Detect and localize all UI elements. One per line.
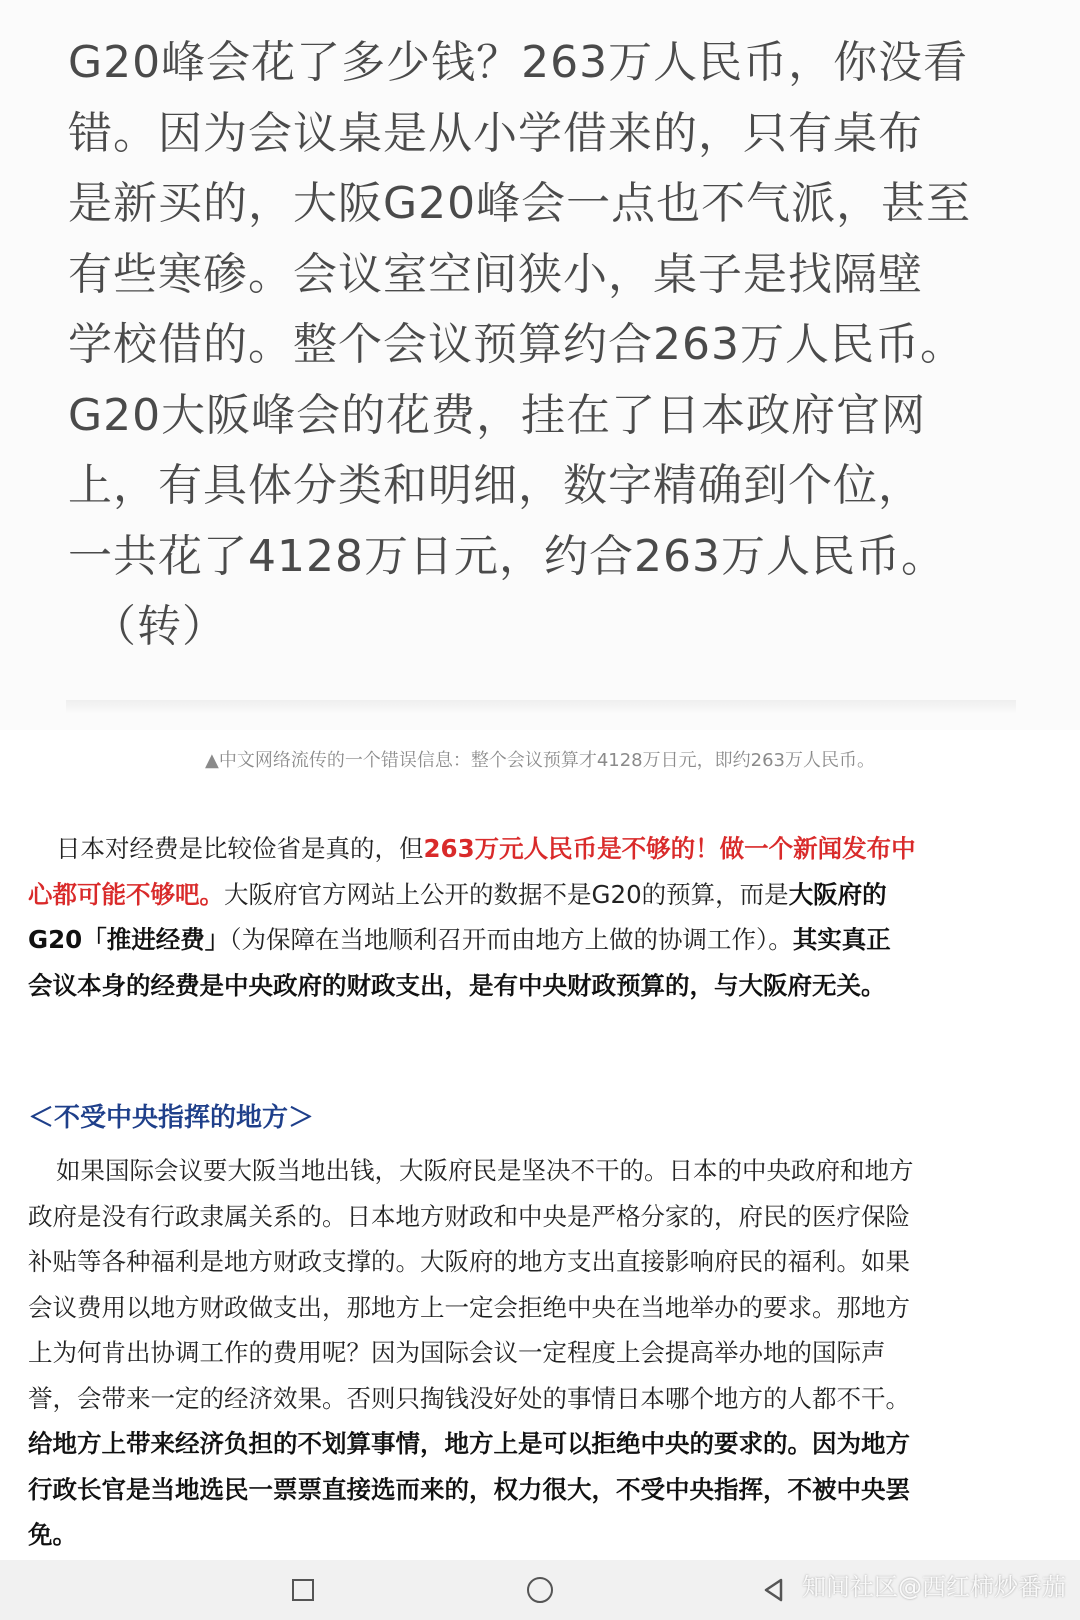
paragraph-line: 誉，会带来一定的经济效果。否则只掏钱没好处的事情日本哪个地方的人都不干。	[28, 1383, 910, 1413]
paragraph-line: 免。	[28, 1520, 77, 1549]
paragraph-line: 补贴等各种福利是地方财政支撑的。大阪府的地方支出直接影响府民的福利。如果	[28, 1247, 910, 1276]
highlight-text: 心都可能不够吧。	[28, 879, 224, 909]
quoted-text-block	[68, 28, 1028, 663]
quote-line: 一共花了4128万日元，约合263万人民币。	[68, 530, 946, 582]
quote-divider-shadow	[66, 700, 1016, 714]
paragraph-line	[28, 917, 1052, 963]
article-paragraph	[28, 826, 1052, 1008]
quoted-screenshot	[0, 0, 1080, 730]
back-button[interactable]	[758, 1574, 790, 1606]
section-heading: ＜不受中央指挥的地方＞	[28, 1103, 315, 1133]
paragraph-line	[28, 872, 1052, 918]
paragraph-line	[28, 826, 1052, 872]
text-run: 大阪府官方网站上公开的数据不是G20的预算，而是	[224, 879, 789, 909]
quote-line: 上，有具体分类和明细，数字精确到个位，	[68, 460, 923, 511]
square-icon	[292, 1579, 314, 1601]
paragraph-line: 给地方上带来经济负担的不划算事情，地方上是可以拒绝中央的要求的。因为地方	[28, 1429, 910, 1458]
paragraph-line: 上为何肯出协调工作的费用呢？因为国际会议一定程度上会提高举办地的国际声	[28, 1338, 886, 1367]
circle-icon	[527, 1577, 553, 1603]
bold-text: 大阪府的	[788, 879, 887, 909]
quote-source: （转）	[92, 601, 227, 652]
paragraph-line: 会议费用以地方财政做支出，那地方上一定会拒绝中央在当地举办的要求。那地方	[28, 1292, 910, 1322]
bold-text: 其实真正	[792, 925, 891, 954]
back-triangle-icon	[761, 1577, 787, 1603]
quote-line: 学校借的。整个会议预算约合263万人民币。	[68, 319, 965, 370]
watermark: 知间社区@西红柿炒番茄	[802, 1573, 1066, 1601]
quote-line: 错。因为会议桌是从小学借来的，只有桌布	[68, 107, 923, 159]
paragraph-line: 政府是没有行政隶属关系的。日本地方财政和中央是严格分家的，府民的医疗保险	[28, 1201, 910, 1231]
text-run: 日本对经费是比较俭省是真的，但	[56, 834, 424, 863]
paragraph-line: 行政长官是当地选民一票票直接选而来的，权力很大，不受中央指挥，不被中央罢	[28, 1474, 910, 1504]
home-button[interactable]	[524, 1574, 556, 1606]
paragraph-line: 会议本身的经费是中央政府的财政支出，是有中央财政预算的，与大阪府无关。	[28, 970, 886, 1000]
quote-line: 是新买的，大阪G20峰会一点也不气派，甚至	[68, 178, 972, 229]
image-caption: ▲中文网络流传的一个错误信息：整个会议预算才4128万日元，即约263万人民币。	[204, 750, 875, 771]
quote-line: G20大阪峰会的花费，挂在了日本政府官网	[68, 389, 927, 441]
quote-line: 有些寒碜。会议室空间狭小，桌子是找隔壁	[68, 248, 923, 300]
paragraph-line: 如果国际会议要大阪当地出钱，大阪府民是坚决不干的。日本的中央政府和地方	[56, 1156, 914, 1185]
quote-line: G20峰会花了多少钱？263万人民币，你没看	[68, 37, 969, 88]
text-run: （为保障在当地顺利召开而由地方上做的协调工作）。	[229, 925, 793, 954]
bold-text: G20「推进经费」	[28, 925, 230, 954]
article-paragraph	[28, 1148, 1052, 1558]
highlight-text: 263万元人民币是不够的！做一个新闻发布中	[423, 834, 916, 863]
recent-apps-button[interactable]	[287, 1574, 319, 1606]
